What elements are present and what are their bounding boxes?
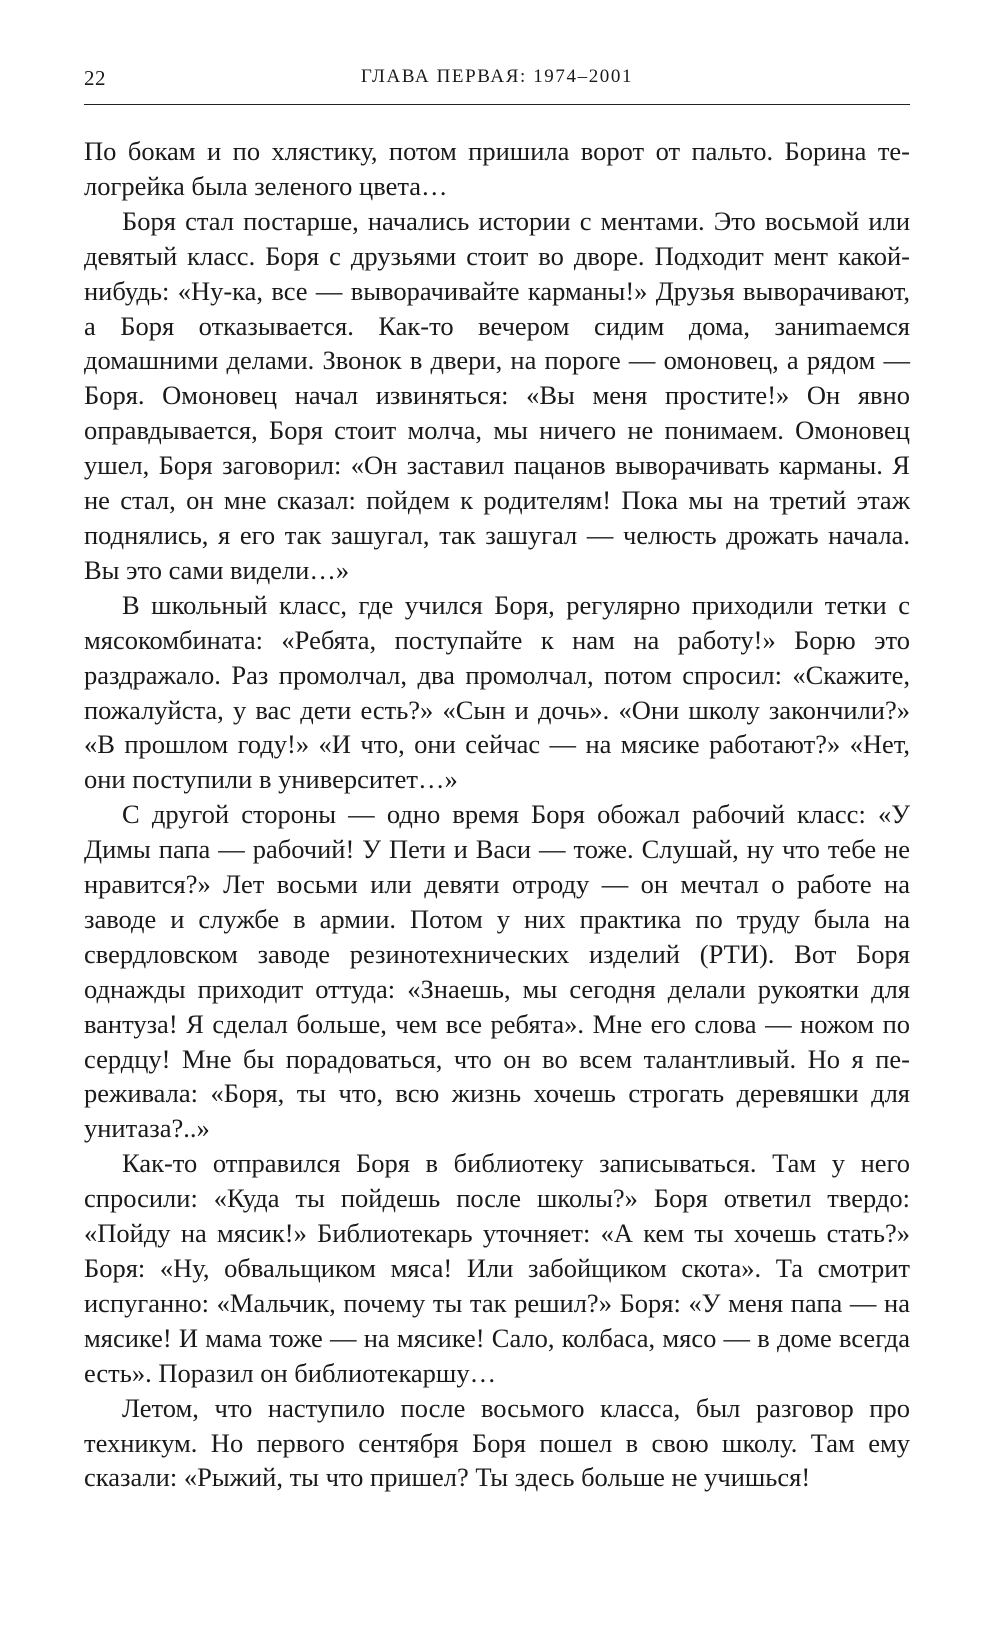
body-text [84,134,910,1495]
paragraph: В школьный класс, где учился Боря, регулярно приходили тетки с мясокомбината: «Ребята, поступайте к нам на работу!» Борю это раздражало. Раз промолчал, два промолчал, потом спросил: «Скажите, пожалуйста, у вас дети есть?» «Сын и дочь». «Они школу закончили?» «В прошлом году!» «И что, они сейчас — на мясике работают?» «Нет, они поступили в университет…» [84,589,910,795]
paragraph: По бокам и по хлястику, потом пришила ворот от пальто. Борина телогрейка была зеленого цвета… [84,136,910,201]
header-rule [84,104,910,105]
page-number: 22 [84,66,106,90]
chapter-title: ГЛАВА ПЕРВАЯ: 1974–2001 [360,66,634,87]
paragraph: Летом, что наступило после восьмого класса, был разговор про техникум. Но первого сентября Боря пошел в свою школу. Там ему сказали: «Рыжий, ты что пришел? Ты здесь больше не учишься! [84,1392,910,1493]
paragraph: С другой стороны — одно время Боря обожал рабочий класс: «У Димы папа — рабочий! У Пети и Васи — тоже. Слушай, ну что тебе не нравится?» Лет восьми или девяти отроду — он мечтал о работе на заводе и службе в армии. Потом у них практика по труду была на свердловском заводе резинотехнических изделий (РТИ). Вот Боря однажды приходит оттуда: «Знаешь, мы сегодня делали рукоятки для вантуза! Я сделал больше, чем все ребята». Мне его слова — ножом по сердцу! Мне бы порадоваться, что он во всем талантливый. Но я переживала: «Боря, ты что, всю жизнь хочешь строгать деревяшки для унитаза?..» [84,799,910,1144]
running-head [84,66,910,96]
paragraph: Как-то отправился Боря в библиотеку записываться. Там у него спросили: «Куда ты пойдешь после школы?» Боря ответил твердо: «Пойду на мясик!» Библиотекарь уточняет: «А кем ты хочешь стать?» Боря: «Ну, обвальщиком мяса! Или забойщиком скота». Та смотрит испуганно: «Мальчик, почему ты так решил?» Боря: «У меня папа — на мясике! И мама тоже — на мясике! Сало, колбаса, мясо — в доме всегда есть». Поразил он библиотекаршу… [84,1148,910,1388]
paragraph: Боря стал постарше, начались истории с ментами. Это восьмой или девятый класс. Боря с друзьями стоит во дворе. Подходит мент какой-нибудь: «Ну-ка, все — выворачивайте карманы!» Друзья выворачивают, а Боря отказывается. Как-то вечером сидим дома, заниmаемся домашними делами. Звонок в двери, на пороге — омоновец, а рядом — Боря. Омоновец начал извиняться: «Вы меня простите!» Он явно оправдывается, Боря стоит молча, мы ничего не понимаем. Омоновец ушел, Боря заговорил: «Он заставил пацанов выворачивать карманы. Я не стал, он мне сказал: пойдем к родителям! Пока мы на третий этаж поднялись, я его так зашугал, так зашугал — челюсть дрожать начала. Вы это сами видели…» [84,205,910,585]
book-page [84,0,910,1640]
